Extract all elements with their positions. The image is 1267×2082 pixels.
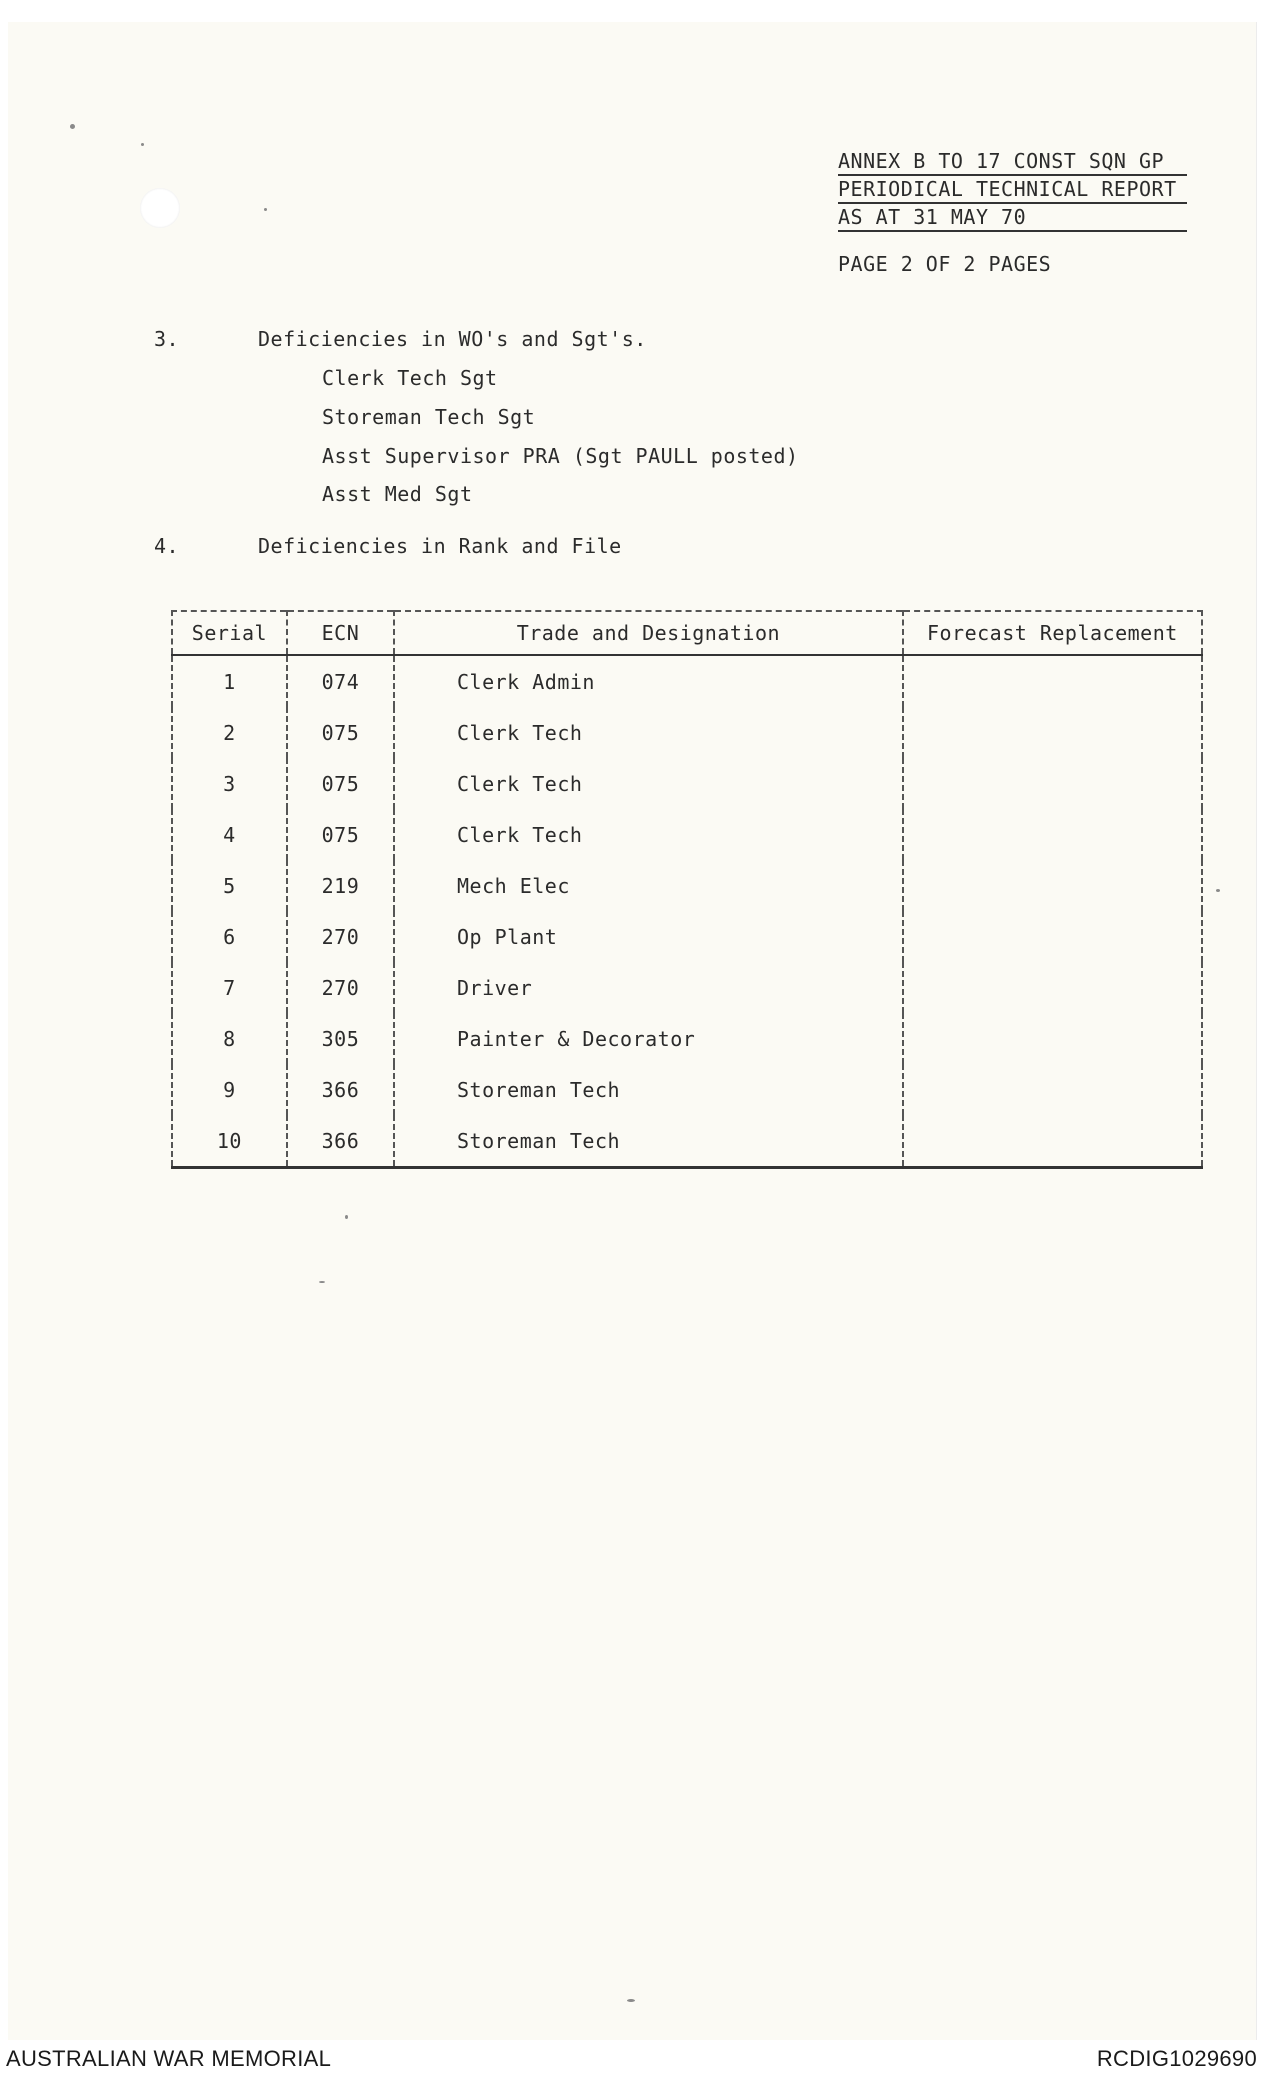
header-line-annex: ANNEX B TO 17 CONST SQN GP bbox=[838, 148, 1187, 176]
section-3-number: 3. bbox=[154, 327, 180, 351]
paper-speck bbox=[70, 124, 75, 129]
ecn-cell: 075 bbox=[287, 758, 394, 809]
table-row bbox=[172, 962, 1202, 1013]
trade-cell: Clerk Admin bbox=[394, 655, 903, 707]
section-4-number: 4. bbox=[154, 534, 180, 558]
table-row bbox=[172, 809, 1202, 860]
forecast-cell bbox=[903, 655, 1202, 707]
table-row bbox=[172, 911, 1202, 962]
forecast-cell bbox=[903, 962, 1202, 1013]
trade-cell: Clerk Tech bbox=[394, 809, 903, 860]
col-header-ecn: ECN bbox=[287, 611, 394, 655]
paper-speck bbox=[345, 1215, 348, 1219]
serial-cell: 4 bbox=[223, 822, 236, 847]
paper-speck bbox=[1216, 889, 1220, 892]
paper-speck bbox=[319, 1281, 325, 1283]
trade-cell: Clerk Tech bbox=[394, 707, 903, 758]
forecast-cell bbox=[903, 1064, 1202, 1115]
serial-cell: 3 bbox=[223, 771, 236, 796]
ecn-cell: 075 bbox=[287, 707, 394, 758]
table-row bbox=[172, 860, 1202, 911]
table-row bbox=[172, 1115, 1202, 1168]
serial-cell: 5 bbox=[223, 873, 236, 898]
ecn-cell: 305 bbox=[287, 1013, 394, 1064]
paper-speck bbox=[141, 143, 144, 146]
forecast-cell bbox=[903, 758, 1202, 809]
forecast-cell bbox=[903, 707, 1202, 758]
forecast-cell bbox=[903, 860, 1202, 911]
page-number: PAGE 2 OF 2 PAGES bbox=[838, 252, 1052, 276]
ecn-cell: 270 bbox=[287, 911, 394, 962]
serial-cell: 6 bbox=[223, 924, 236, 949]
ecn-cell: 366 bbox=[287, 1115, 394, 1168]
deficiencies-table bbox=[171, 610, 1203, 1169]
serial-cell: 7 bbox=[223, 975, 236, 1000]
ecn-cell: 270 bbox=[287, 962, 394, 1013]
serial-cell: 9 bbox=[223, 1077, 236, 1102]
trade-cell: Driver bbox=[394, 962, 903, 1013]
trade-cell: Op Plant bbox=[394, 911, 903, 962]
section-3-item: Storeman Tech Sgt bbox=[322, 405, 536, 429]
trade-cell: Clerk Tech bbox=[394, 758, 903, 809]
annex-header bbox=[838, 148, 1187, 232]
table-row bbox=[172, 758, 1202, 809]
archive-credit: AUSTRALIAN WAR MEMORIAL bbox=[6, 2046, 332, 2071]
section-3-item: Asst Med Sgt bbox=[322, 482, 473, 506]
serial-cell: 1 bbox=[223, 669, 236, 694]
table-row bbox=[172, 707, 1202, 758]
ecn-cell: 075 bbox=[287, 809, 394, 860]
table-row bbox=[172, 1064, 1202, 1115]
header-line-date: AS AT 31 MAY 70 bbox=[838, 204, 1187, 232]
section-3-title: Deficiencies in WO's and Sgt's. bbox=[258, 327, 647, 351]
forecast-cell bbox=[903, 911, 1202, 962]
section-4-title: Deficiencies in Rank and File bbox=[258, 534, 622, 558]
serial-cell: 10 bbox=[216, 1128, 242, 1153]
table-row bbox=[172, 1013, 1202, 1064]
forecast-cell bbox=[903, 1115, 1202, 1168]
table-row bbox=[172, 655, 1202, 707]
col-header-trade: Trade and Designation bbox=[394, 611, 903, 655]
col-header-forecast: Forecast Replacement bbox=[903, 611, 1202, 655]
ecn-cell: 074 bbox=[287, 655, 394, 707]
serial-cell: 8 bbox=[223, 1026, 236, 1051]
paper-speck bbox=[627, 1999, 635, 2002]
header-line-report: PERIODICAL TECHNICAL REPORT bbox=[838, 176, 1187, 204]
archive-record-id: RCDIG1029690 bbox=[1096, 2046, 1257, 2071]
ecn-cell: 366 bbox=[287, 1064, 394, 1115]
col-header-serial: Serial bbox=[172, 611, 287, 655]
trade-cell: Storeman Tech bbox=[394, 1115, 903, 1168]
trade-cell: Storeman Tech bbox=[394, 1064, 903, 1115]
ecn-cell: 219 bbox=[287, 860, 394, 911]
punch-hole bbox=[140, 188, 180, 228]
table-header-row bbox=[172, 611, 1202, 655]
trade-cell: Mech Elec bbox=[394, 860, 903, 911]
section-3-item: Asst Supervisor PRA (Sgt PAULL posted) bbox=[322, 444, 799, 468]
section-3-item: Clerk Tech Sgt bbox=[322, 366, 498, 390]
forecast-cell bbox=[903, 809, 1202, 860]
forecast-cell bbox=[903, 1013, 1202, 1064]
serial-cell: 2 bbox=[223, 720, 236, 745]
trade-cell: Painter & Decorator bbox=[394, 1013, 903, 1064]
paper-speck bbox=[264, 208, 267, 211]
